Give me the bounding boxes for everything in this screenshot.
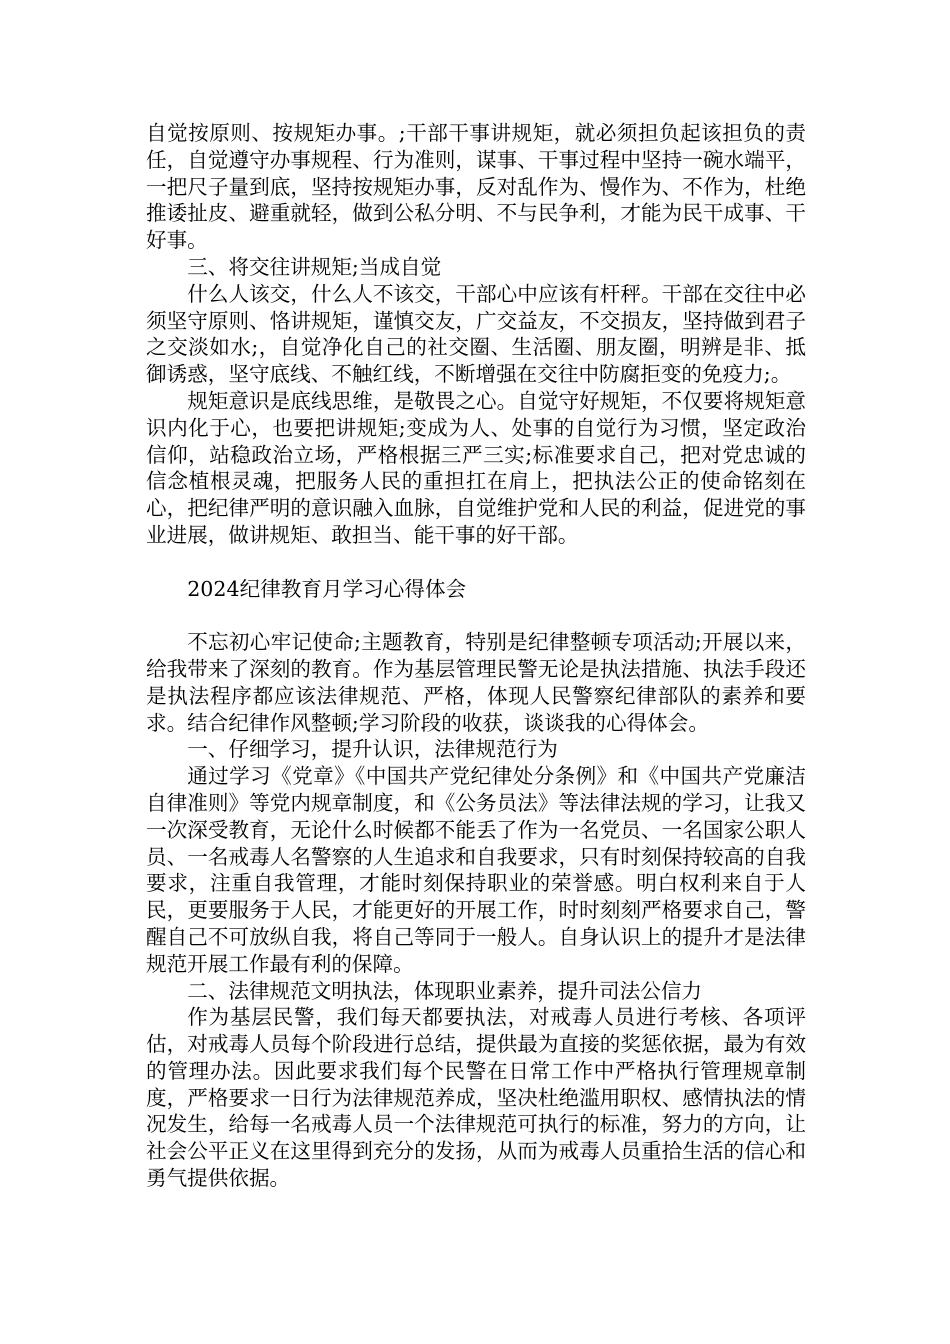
paragraph-conclusion: 规矩意识是底线思维，是敬畏之心。自觉守好规矩，不仅要将规矩意识内化于心，也要把讲规矩;变成为人、处事的自觉行为习惯，坚定政治信仰，站稳政治立场，严格根据三严三实;标准要求自己，把对党忠诚的信念植根灵魂，把服务人民的重担扛在肩上，把执法公正的使命铭刻在心，把纪律严明的意识融入血脉，自觉维护党和人民的利益，促进党的事业进展，做讲规矩、敢担当、能干事的好干部。 [146,388,806,547]
paragraph-social-rules: 什么人该交，什么人不该交，干部心中应该有杆秤。干部在交往中必须坚守原则、恪讲规矩，谨慎交友，广交益友，不交损友，坚持做到君子之交淡如水;，自觉净化自己的社交圈、生活圈、朋友圈，明辨是非、抵御诱惑，坚守底线、不触红线，不断增强在交往中防腐拒变的免疫力;。 [146,281,806,387]
section-heading-two: 二、法律规范文明执法，体现职业素养，提升司法公信力 [187,978,703,1003]
document-body [146,120,806,1192]
blank-line [146,549,806,576]
paragraph-intro: 不忘初心牢记使命;主题教育，特别是纪律整顿专项活动;开展以来，给我带来了深刻的教育。作为基层管理民警无论是执法措施、执法手段还是执法程序都应该法律规范、严格，体现人民警察纪律部队的素养和要求。结合纪律作风整顿;学习阶段的收获，谈谈我的心得体会。 [146,630,806,735]
document-title: 2024纪律教育月学习心得体会 [187,576,467,601]
paragraph-enforcement: 作为基层民警，我们每天都要执法，对戒毒人员进行考核、各项评估，对戒毒人员每个阶段进行总结，提供最为直接的奖惩依据，最为有效的管理办法。因此要求我们每个民警在日常工作中严格执行管理规章制度，严格要求一日行为法律规范养成，坚决杜绝滥用职权、感情执法的情况发生，给每一名戒毒人员一个法律规范可执行的标准，努力的方向，让社会公平正义在这里得到充分的发扬，从而为戒毒人员重拾生活的信心和勇气提供依据。 [146,1005,806,1191]
section-heading-three: 三、将交往讲规矩;当成自觉 [187,254,442,279]
section-heading-one: 一、仔细学习，提升认识，法律规范行为 [187,737,558,762]
paragraph-study: 通过学习《党章》《中国共产党纪律处分条例》和《中国共产党廉洁自律准则》等党内规章制度，和《公务员法》等法律法规的学习，让我又一次深受教育，无论什么时候都不能丢了作为一名党员、一名国家公职人员、一名戒毒人名警察的人生追求和自我要求，只有时刻保持较高的自我要求，注重自我管理，才能时刻保持职业的荣誉感。明白权利来自于人民，更要服务于人民，才能更好的开展工作，时时刻刻严格要求自己，警醒自己不可放纵自我，将自己等同于一般人。自身认识上的提升才是法律规范开展工作最有利的保障。 [146,764,806,976]
blank-line [146,602,806,629]
paragraph-continuation: 自觉按原则、按规矩办事。;干部干事讲规矩，就必须担负起该担负的责任，自觉遵守办事规程、行为准则，谋事、干事过程中坚持一碗水端平，一把尺子量到底，坚持按规矩办事，反对乱作为、慢作为、不作为，杜绝推诿扯皮、避重就轻，做到公私分明、不与民争利，才能为民干成事、干好事。 [146,121,806,253]
